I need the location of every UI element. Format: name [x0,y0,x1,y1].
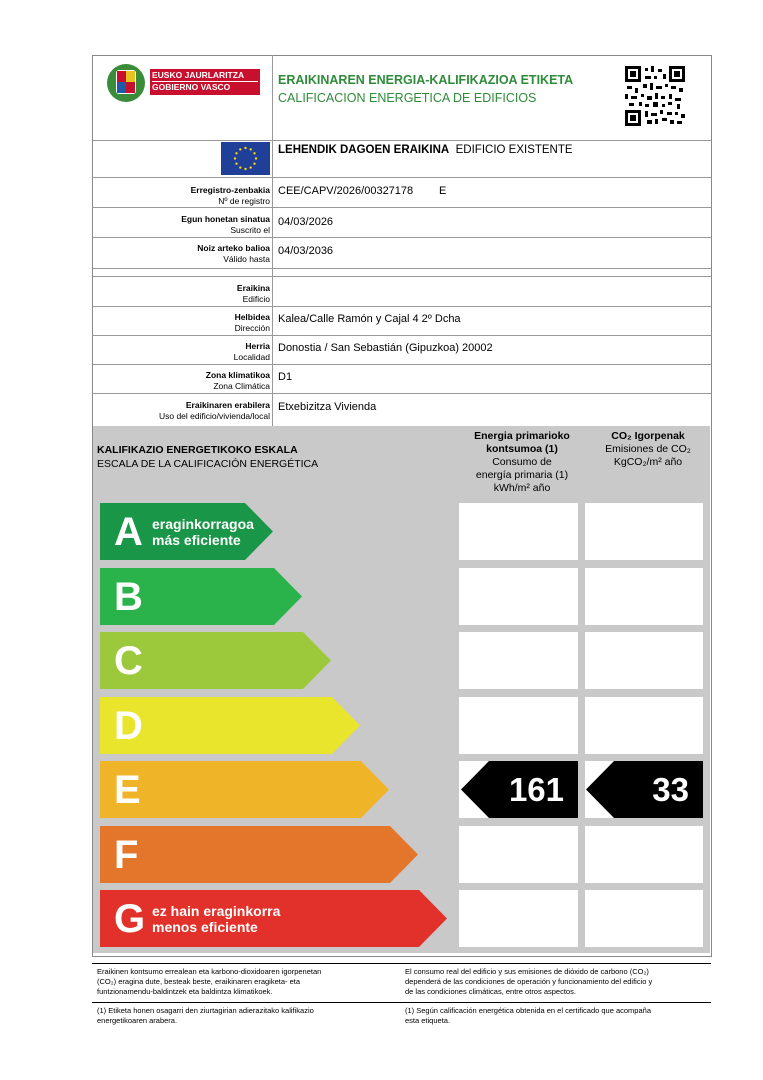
footer-es [405,967,710,997]
divider [92,364,711,365]
signed-label-es: Suscrito el [230,225,270,235]
footer-es-line: El consumo real del edificio y sus emisiones de dióxido de carbono (CO₂) [405,967,649,976]
divider [92,306,711,307]
rating-letter: D [114,704,143,748]
energy-column-header [458,430,586,495]
energy-result-arrow [461,761,578,818]
rating-bar-a [100,503,275,560]
co2-cell [585,568,703,625]
town-value: Donostia / San Sebastián (Gipuzkoa) 20002 [278,342,493,354]
energy-result-arrow-value: 161 [508,771,564,808]
bldg-label-eus: Eraikina [236,283,270,293]
rating-bar-e [100,761,391,818]
zone-value: D1 [278,371,293,383]
rating-bar-text-eus: ez hain eraginkorra [152,903,281,919]
energy-header-eus-1: Energia primarioko [474,430,570,442]
use-label-eus: Eraikinaren erabilera [185,400,270,410]
rating-bar-d [100,697,362,754]
rating-bar-b [100,568,304,625]
energy-cell [459,632,578,689]
footer-eus-line: funtzionamendu-baldintzek eta baldintza klimatikoek. [97,987,273,996]
reg-label-es: Nº de registro [218,196,270,206]
co2-cell [585,503,703,560]
footnote-es [405,1006,710,1026]
valid-label-eus: Noiz arteko balioa [197,243,270,253]
scale-title-eus: KALIFIKAZIO ENERGETIKOKO ESKALA [97,444,298,456]
rating-bar-c [100,632,333,689]
energy-cell [459,568,578,625]
rating-letter: C [114,639,143,683]
co2-header-es: Emisiones de CO₂ [605,443,691,455]
co2-cell [585,632,703,689]
header-divider [272,55,273,177]
building-type-es: EDIFICIO EXISTENTE [455,144,573,156]
divider [92,276,711,277]
rating-bar-text-es: menos eficiente [152,919,258,935]
rating-bar-g [100,890,449,947]
rating-bar-text [152,903,280,935]
rating-bar-text [152,516,254,548]
footer-es-line: dependerá de las condiciones de operación y funcionamiento del edificio y [405,977,653,986]
energy-header-eus-2: kontsumoa (1) [486,443,558,455]
footer-eus-line: Eraikinen kontsumo errealean eta karbono-dioxidoaren igorpenetan [97,967,322,976]
rating-bar-text-eus: eraginkorragoa [152,516,254,532]
co2-header-eus: CO₂ Igorpenak [611,430,685,442]
footer-eus [97,967,397,997]
co2-cell [585,697,703,754]
divider [92,177,711,178]
divider [92,268,711,269]
energy-cell [459,890,578,947]
energy-cell [459,826,578,883]
divider [92,140,711,141]
divider [92,207,711,208]
title-es: CALIFICACION ENERGETICA DE EDIFICIOS [278,91,537,105]
energy-header-unit: kWh/m² año [493,482,551,494]
footnote-es-line: (1) Según calificación energética obtenida en el certificado que acompaña [405,1006,651,1015]
town-label-eus: Herria [245,341,270,351]
qr-code [625,66,685,126]
footnote-eus-line: (1) Etiketa honen osagarri den ziurtagirian adierazitako kalifikazio [97,1006,314,1015]
co2-header-unit: KgCO₂/m² año [613,456,683,468]
valid-label-es: Válido hasta [223,254,270,264]
footnote-eus-line: energetikoaren arabera. [97,1016,178,1025]
rating-letter: E [114,768,141,812]
eu-flag-icon [221,142,270,175]
building-type [278,144,573,156]
town-label-es: Localidad [233,352,270,362]
footer-eus-line: (CO₂) eragina dute, besteak beste, eraikinaren eragiketa- eta [97,977,301,986]
reg-label-eus: Erregistro-zenbakia [190,185,270,195]
use-value: Etxebizitza Vivienda [278,401,377,413]
addr-value: Kalea/Calle Ramón y Cajal 4 2º Dcha [278,313,461,325]
logo-line2: GOBIERNO VASCO [152,82,231,92]
form-divider [272,177,273,426]
co2-result-arrow-value: 33 [652,771,689,808]
divider [92,963,711,964]
bldg-label-es: Edificio [242,294,270,304]
building-type-eus: LEHENDIK DAGOEN ERAIKINA [278,144,450,156]
rating-letter: A [114,510,143,554]
co2-cell [585,826,703,883]
rating-letter: G [114,897,146,941]
footnote-es-line: esta etiqueta. [405,1016,451,1025]
gobierno-vasco-logo [106,62,261,104]
rating-letter: B [114,575,143,619]
addr-label-eus: Helbidea [234,312,270,322]
co2-result-arrow [586,761,703,818]
rating-bar-text-es: más eficiente [152,532,241,548]
signed-label-eus: Egun honetan sinatua [181,214,270,224]
rating-letter: F [114,833,139,877]
title-eus: ERAIKINAREN ENERGIA-KALIFIKAZIOA ETIKETA [278,73,574,87]
energy-cell [459,503,578,560]
divider [92,1002,711,1003]
zone-label-es: Zona Climática [213,381,270,391]
valid-value: 04/03/2036 [278,245,334,257]
use-label-es: Uso del edificio/vivienda/local [158,411,270,421]
divider [92,335,711,336]
energy-cell [459,697,578,754]
divider [92,237,711,238]
co2-cell [585,890,703,947]
rating-bar-f [100,826,420,883]
reg-value: CEE/CAPV/2026/00327178 [278,185,414,197]
logo-line1: EUSKO JAURLARITZA [152,70,258,82]
footnote-eus [97,1006,397,1026]
scale-title-es: ESCALA DE LA CALIFICACIÓN ENERGÉTICA [97,458,319,470]
energy-header-es-2: energía primaria (1) [475,469,569,481]
divider [92,393,711,394]
co2-column-header [584,430,712,469]
signed-value: 04/03/2026 [278,216,334,228]
footer-es-line: de las condiciones climáticas, entre otros aspectos. [405,987,576,996]
zone-label-eus: Zona klimatikoa [205,370,270,380]
energy-header-es-1: Consumo de [492,456,552,468]
addr-label-es: Dirección [234,323,270,333]
reg-rating: E [439,185,447,197]
